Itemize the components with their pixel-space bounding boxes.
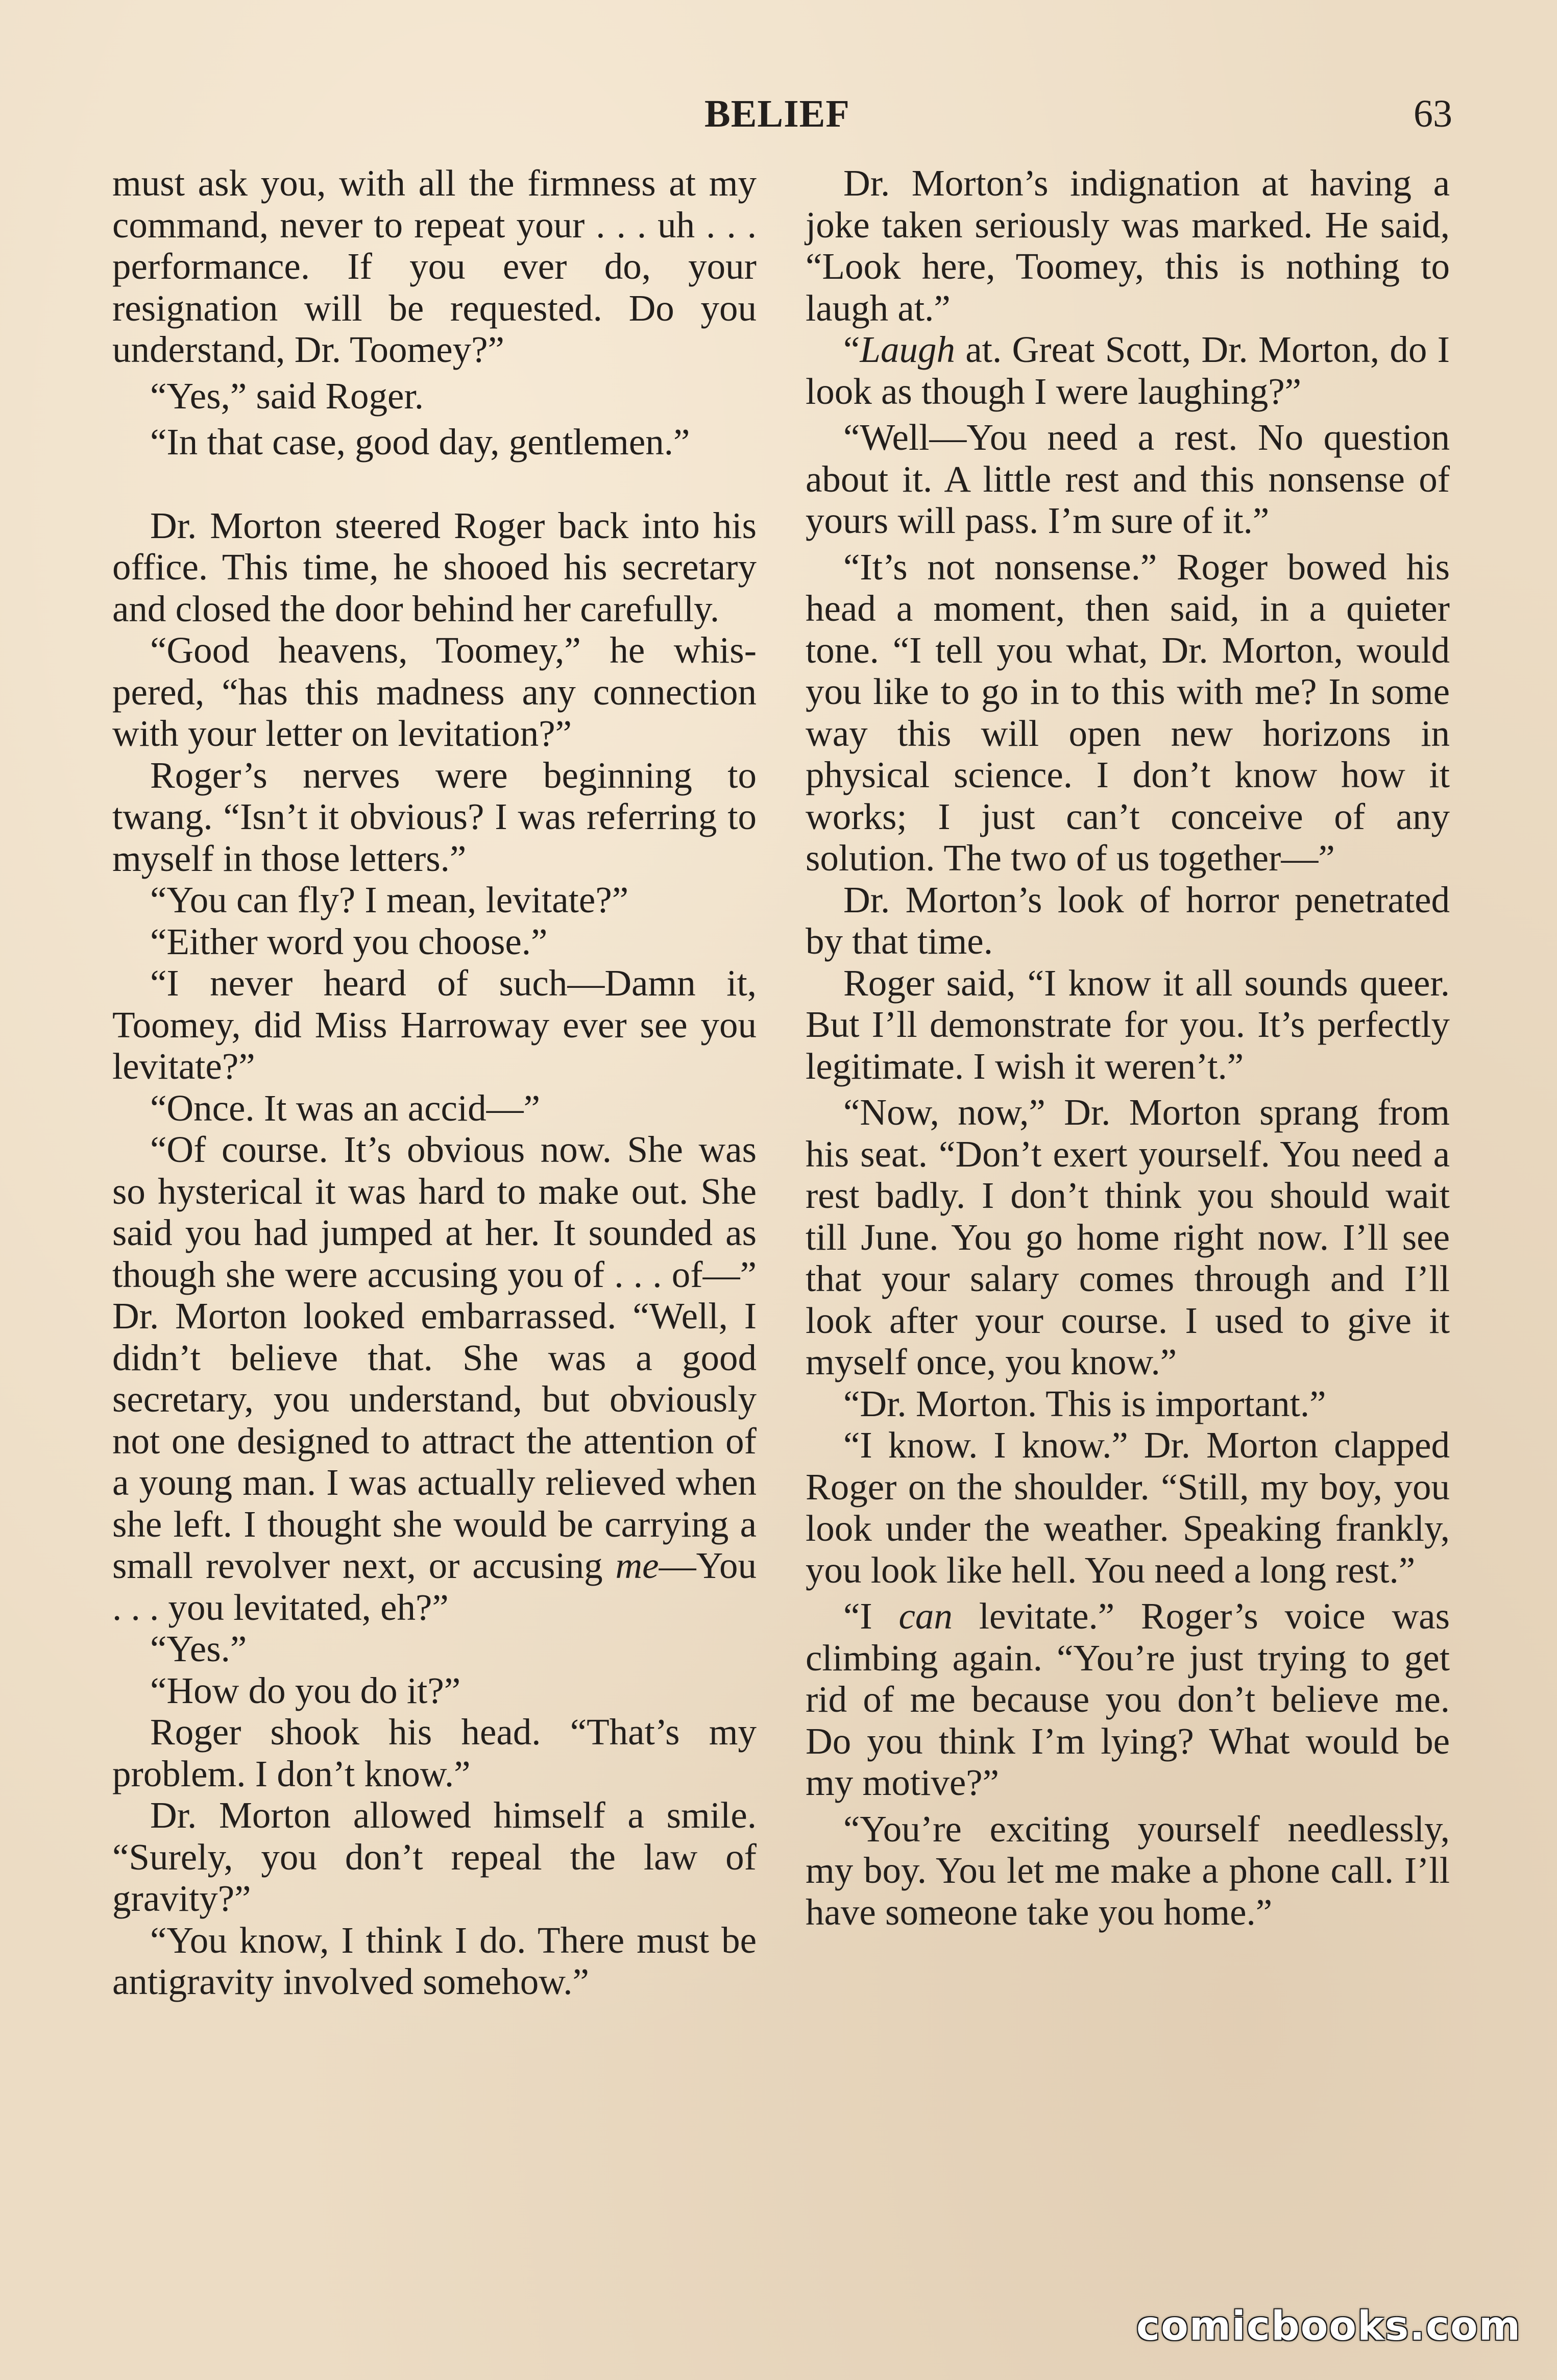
paragraph: Roger shook his head. “That’s my problem. I don’t know.” <box>112 1711 757 1794</box>
paragraph: Dr. Morton’s indignation at having a joke taken seriously was marked. He said, “Look here, Toomey, this is nothing to laugh at.” <box>806 162 1450 329</box>
paragraph-text: levitate.” Roger’s voice was climbing again. “You’re just trying to get rid of me because you don’t believe me. Do you think I’m lying? What would be my motive?” <box>806 1595 1450 1803</box>
left-text-column <box>112 162 757 2003</box>
paragraph: must ask you, with all the firmness at my command, never to repeat your . . . uh . . . performance. If you ever do, your resignation will be requested. Do you understand, Dr. Toomey?” <box>112 162 757 370</box>
paragraph-text: “ <box>843 329 860 370</box>
paragraph: Roger said, “I know it all sounds queer. But I’ll demonstrate for you. It’s perfectly legitimate. I wish it weren’t.” <box>806 962 1450 1087</box>
emphasis-text: Laugh <box>860 329 956 370</box>
paragraph: “In that case, good day, gentlemen.” <box>150 421 690 463</box>
paragraph-text: —You . . . you levitated, eh?” <box>112 1545 757 1628</box>
paragraph: “Once. It was an accid—” <box>150 1087 541 1129</box>
paragraph: “Dr. Morton. This is important.” <box>843 1382 1326 1424</box>
page-number: 63 <box>1414 92 1452 135</box>
site-watermark: comicbooks.com <box>1136 2303 1521 2349</box>
paragraph: “Now, now,” Dr. Morton sprang from his seat. “Don’t exert yourself. You need a rest badly. I don’t think you should wait till June. You go home right now. I’ll see that your salary comes through and I’ll look after your course. I used to give it myself once, you know.” <box>806 1091 1450 1382</box>
paragraph: “It’s not nonsense.” Roger bowed his head a moment, then said, in a quieter tone. “I tell you what, Dr. Morton, would you like to go in to this with me? In some way this will open new horizons in physical science. I don’t know how it works; I just can’t conceive of any solution. The two of us together—” <box>806 546 1450 879</box>
paragraph: “I never heard of such—Damn it, Toomey, did Miss Harroway ever see you levitate?” <box>112 962 757 1087</box>
paragraph: “Either word you choose.” <box>150 920 548 962</box>
paragraph: “How do you do it?” <box>150 1669 461 1711</box>
paragraph <box>806 329 1450 412</box>
paragraph-text: at. Great Scott, Dr. Morton, do I look as though I were laughing?” <box>806 329 1450 412</box>
emphasis-text: me <box>615 1545 659 1586</box>
paragraph: “Yes,” said Roger. <box>150 375 424 417</box>
paragraph: “You know, I think I do. There must be antigravity involved somehow.” <box>112 1919 757 2002</box>
paragraph: “I know. I know.” Dr. Morton clapped Roger on the shoulder. “Still, my boy, you look under the weather. Speaking frankly, you look like hell. You need a long rest.” <box>806 1424 1450 1591</box>
running-head: BELIEF <box>704 92 850 135</box>
paragraph: “You can fly? I mean, levitate?” <box>150 879 629 920</box>
right-text-column <box>806 162 1450 1933</box>
paragraph: “Good heavens, Toomey,” he whispered, “has this madness any connection with your letter on levitation?” <box>112 629 757 754</box>
paragraph: “Well—You need a rest. No question about it. A little rest and this nonsense of yours will pass. I’m sure of it.” <box>806 417 1450 541</box>
paragraph <box>112 1129 757 1628</box>
paragraph: Dr. Morton’s look of horror penetrated by that time. <box>806 879 1450 962</box>
paragraph: “Yes.” <box>150 1628 247 1669</box>
paragraph-text: “Of course. It’s obvious now. She was so hysterical it was hard to make out. She said you had jumped at her. It sounded as though she were accusing you of . . . of—” Dr. Morton looked embarrassed. “Well, I didn’t believe that. She was a good secretary, you understand, but obviously not one designed to attract the attention of a young man. I was actually relieved when she left. I thought she would be carrying a small revolver next, or accusing <box>112 1129 757 1586</box>
emphasis-text: can <box>898 1595 953 1637</box>
paragraph: Dr. Morton allowed himself a smile. “Surely, you don’t repeal the law of gravity?” <box>112 1794 757 1919</box>
paragraph: Dr. Morton steered Roger back into his office. This time, he shooed his secretary and closed the door behind her carefully. <box>112 504 757 629</box>
paragraph: “You’re exciting yourself needlessly, my boy. You let me make a phone call. I’ll have someone take you home.” <box>806 1808 1450 1933</box>
paragraph <box>806 1595 1450 1804</box>
paragraph-text: “I <box>843 1595 899 1637</box>
paragraph: Roger’s nerves were beginning to twang. “Isn’t it obvious? I was referring to myself in those letters.” <box>112 754 757 879</box>
